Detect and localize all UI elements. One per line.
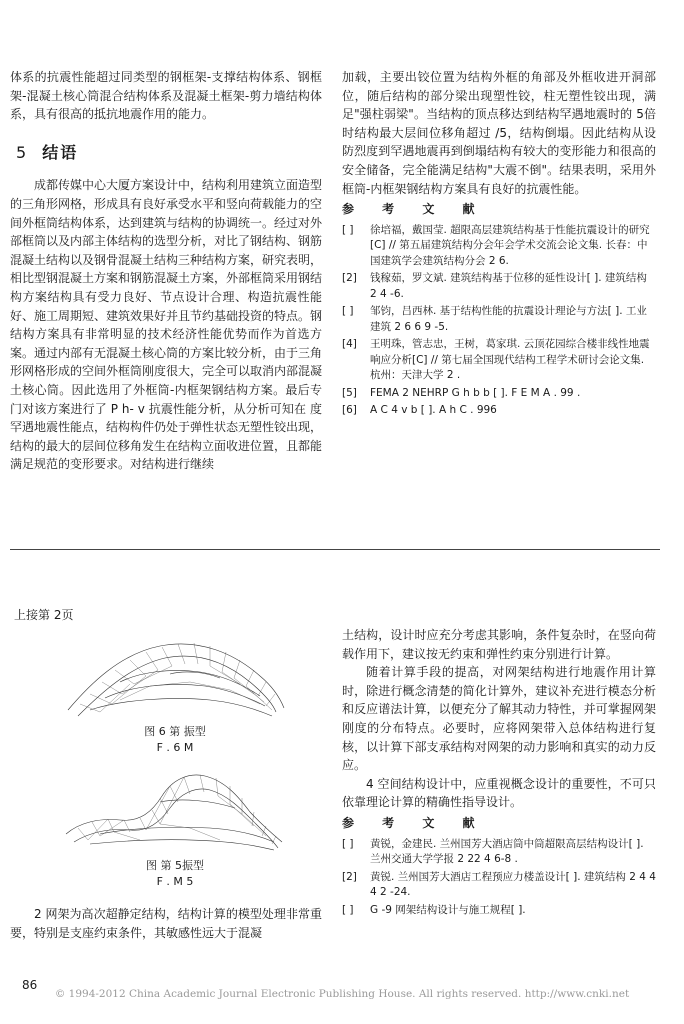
continued-paragraph-bottom: 土结构，设计时应充分考虑其影响，条件复杂时，在竖向荷载作用下，建议按无约束和弹性约束分别进行计算。	[342, 628, 656, 661]
reference-tag: [2]	[342, 870, 357, 883]
paragraph-item-2: 2 网架为高次超静定结构，结构计算的模型处理非常重要，特别是支座约束条件，其敏感性远大于混凝	[10, 907, 322, 940]
figure-mode-shape-1	[60, 624, 290, 724]
figure-mode-shape-5	[60, 762, 290, 854]
top-left-column	[10, 68, 322, 474]
reference-item	[342, 223, 656, 270]
conclusion-paragraph: 成都传媒中心大厦方案设计中，结构利用建筑立面造型的三角形网格，形成具有良好承受水平和竖向荷载能力的空间外框筒结构体系，达到建筑与结构的协调统一。经过对外部框筒以及内部主体结构的选型分析，对比了钢结构、钢筋混凝土结构以及钢骨混凝土结构三种结构方案，研究表明，相比型钢混凝土方案和钢筋混凝土方案，外部框筒采用钢结构方案结构具有受力良好、节点设计合理、构造抗震性能好、施工周期短、建筑效果好并且节约基础投资的特点。钢结构方案具有非常明显的技术经济性能优势而作为首选方案。通过内部有无混凝土核心筒的方案比较分析，由于三角形网格形成的空间外框筒刚度很大，完全可以取消内部混凝土核心筒。因此选用了外框筒-内框架钢结构方案。最后专门对该方案进行了 P h- v 抗震性能分析，从分析可知在 度罕遇地震性能点，结构构件仍处于弹性状态无塑性铰出现，结构的最大的层间位移角发生在结构立面收进位置，且都能满足规范的变形要求。对结构进行继续	[10, 178, 323, 472]
reference-item	[342, 870, 656, 901]
figure-2-caption-en: F . M 5	[156, 875, 194, 888]
references-heading: 参 考 文 献	[342, 202, 487, 217]
reference-text: G -9 网架结构设计与施工规程[ ].	[370, 903, 526, 916]
reference-text: 王明珠，管志忠，王树，葛家琪. 云顶花园综合楼非线性地震响应分析[C] // 第七届全国现代结构工程学术研讨会论文集. 杭州：天津大学 2 .	[370, 338, 650, 382]
reference-tag: [4]	[342, 338, 357, 351]
reference-tag: [ ]	[342, 305, 354, 318]
reference-text: 黄锐. 兰州国芳大酒店工程预应力楼盖设计[ ]. 建筑结构 2 4 4 4 2 -24.	[370, 870, 656, 899]
figure-1-caption-cn: 图 6 第 振型	[144, 725, 206, 738]
continued-from-label: 上接第 2页	[14, 608, 74, 622]
figure-1-caption-en: F . 6 M	[156, 741, 194, 754]
reference-text: FEMA 2 NEHRP G h b b [ ]. F E M A . 99 .	[370, 386, 581, 399]
reference-list-bottom	[342, 837, 656, 919]
reference-tag: [ ]	[342, 903, 354, 916]
paragraph-item-4: 4 空间结构设计中，应重视概念设计的重要性，不可只依靠理论计算的精确性指导设计。	[342, 776, 656, 810]
figure-2-caption	[60, 858, 290, 890]
reference-text: 钱稼茹，罗文斌. 建筑结构基于位移的延性设计[ ]. 建筑结构 2 4 -6.	[370, 272, 647, 300]
reference-item	[342, 337, 656, 384]
figure-2-caption-cn: 图 第 5振型	[146, 859, 204, 872]
bottom-right-column	[342, 626, 656, 920]
section-title: 结语	[42, 142, 79, 162]
copyright-footer: © 1994-2012 China Academic Journal Electronic Publishing House. All rights reserved. http://www.cnki.net	[54, 988, 630, 1000]
section-number: 5	[16, 142, 29, 162]
references-heading-bottom: 参 考 文 献	[342, 815, 487, 830]
page-number: 86	[22, 978, 38, 992]
reference-item	[342, 403, 656, 419]
reference-item	[342, 386, 656, 402]
reference-item	[342, 271, 656, 302]
reference-list	[342, 223, 656, 419]
continued-paragraph: 加载，主要出铰位置为结构外框的角部及外框收进开洞部位，随后结构的部分梁出现塑性铰，柱无塑性铰出现，满足"强柱弱梁"。当结构的顶点移达到结构罕遇地震时的 5倍时结构最大层间位移角超过 /5，结构倒塌。因此结构从设防烈度到罕遇地震再到倒塌结构有较大的变形能力和很高的安全储备，完全能满足结构"大震不倒"。结果表明，采用外框筒-内框架钢结构方案具有良好的抗震性能。	[342, 70, 656, 196]
bottom-left-column	[10, 905, 322, 942]
reference-tag: [ ]	[342, 837, 354, 850]
intro-paragraph: 体系的抗震性能超过同类型的钢框架-支撑结构体系、钢框架-混凝土核心筒混合结构体系及混凝土框架-剪力墙结构体系，具有很高的抵抗地震作用的能力。	[10, 70, 322, 122]
reference-tag: [5]	[342, 386, 357, 399]
reference-item	[342, 304, 656, 335]
reference-item	[342, 837, 656, 868]
reference-tag: [6]	[342, 404, 357, 417]
article-divider	[10, 549, 660, 550]
reference-tag: [2]	[342, 272, 357, 285]
figure-1-caption	[60, 724, 290, 756]
reference-text: 徐培福，戴国莹. 超限高层建筑结构基于性能抗震设计的研究[C] // 第五届建筑结构分会年会学术交流会论文集. 长春：中国建筑学会建筑结构分会 2 6.	[370, 223, 650, 267]
reference-text: 黄锐，金建民. 兰州国芳大酒店筒中筒超限高层结构设计[ ]. 兰州交通大学学报 2 22 4 6-8 .	[370, 837, 644, 866]
reference-item	[342, 903, 656, 919]
paragraph-item-3: 随着计算手段的提高，对网架结构进行地震作用计算时，除进行概念清楚的简化计算外，建议补充进行模态分析和反应谱法计算，以便充分了解其动力特性，并可掌握网架刚度的分布特点。必要时，应将网架带入总体结构进行复核，以计算下部支承结构对网架的动力影响和真实的动力反应。	[342, 665, 656, 773]
top-right-column	[342, 68, 656, 421]
reference-tag: [ ]	[342, 223, 354, 236]
section-heading	[16, 144, 322, 163]
reference-text: 邹钧，吕西林. 基于结构性能的抗震设计理论与方法[ ]. 工业建筑 2 6 6 9 -5.	[370, 305, 647, 333]
reference-text: A C 4 v b [ ]. A h C . 996	[370, 404, 497, 417]
